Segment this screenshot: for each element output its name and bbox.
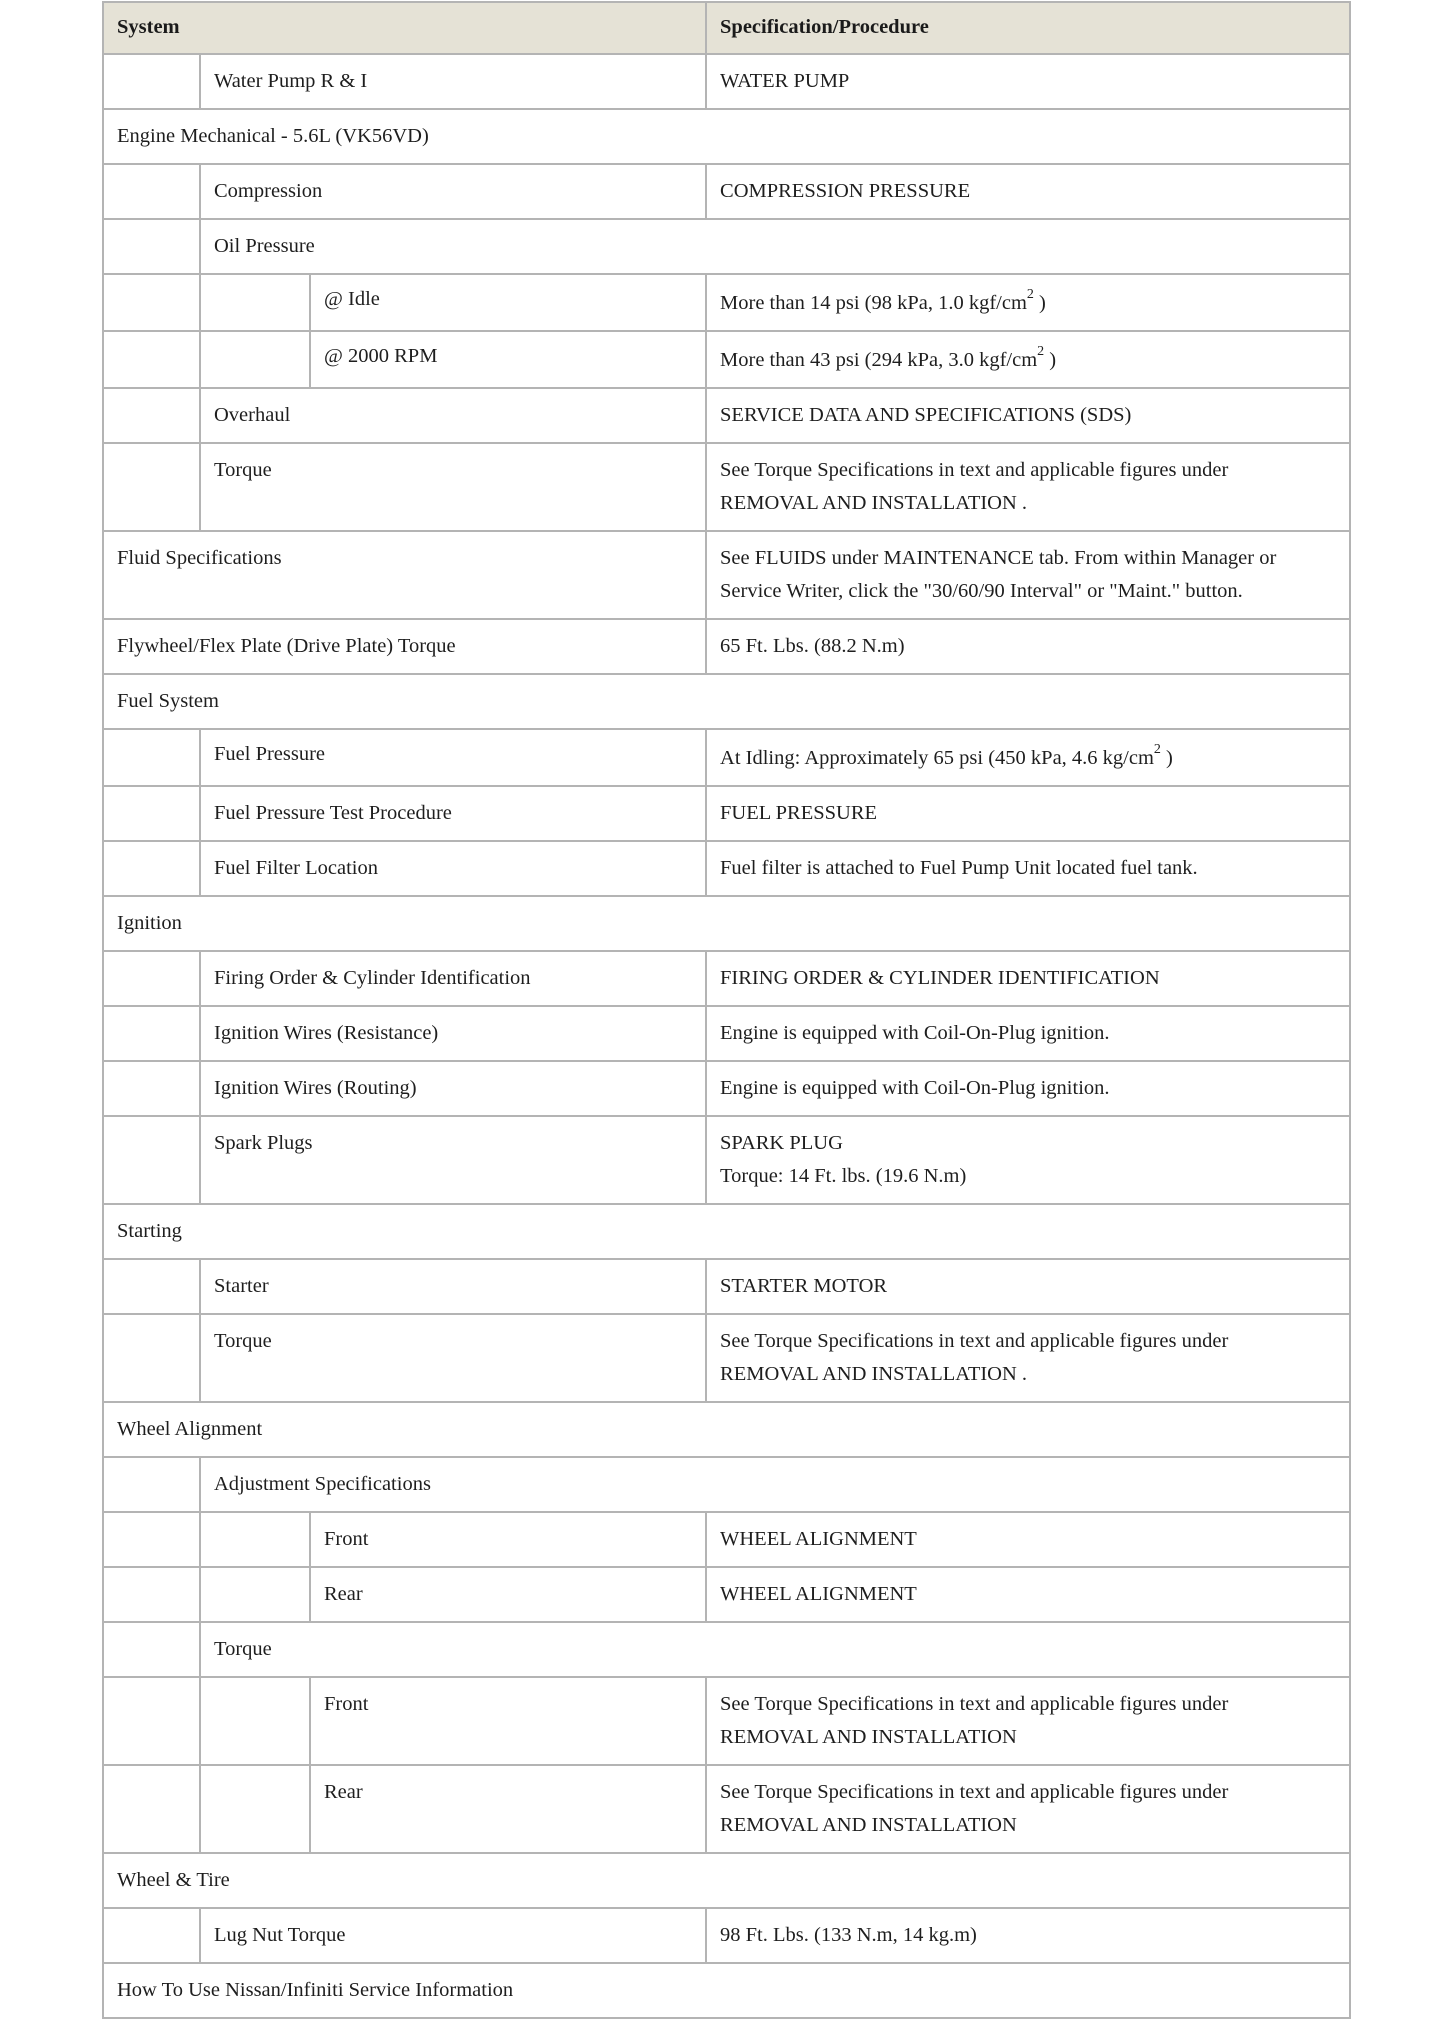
indent-cell <box>103 1314 200 1402</box>
row-value: WATER PUMP <box>706 54 1350 109</box>
indent-cell <box>103 164 200 219</box>
row-value: WHEEL ALIGNMENT <box>706 1512 1350 1567</box>
row-label: Fuel Filter Location <box>200 841 706 896</box>
indent-cell <box>103 951 200 1006</box>
table-row <box>103 443 1350 531</box>
indent-cell <box>103 841 200 896</box>
value-line: REMOVAL AND INSTALLATION . <box>720 1363 1028 1385</box>
row-value: WHEEL ALIGNMENT <box>706 1567 1350 1622</box>
row-value: FIRING ORDER & CYLINDER IDENTIFICATION <box>706 951 1350 1006</box>
row-label: Compression <box>200 164 706 219</box>
superscript: 2 <box>1153 742 1161 758</box>
indent-cell <box>103 1457 200 1512</box>
value-line: See Torque Specifications in text and applicable figures under <box>720 1781 1229 1803</box>
row-value <box>706 1677 1350 1765</box>
indent-cell <box>103 786 200 841</box>
section-row <box>103 1853 1350 1908</box>
row-value <box>706 729 1350 786</box>
row-label: Flywheel/Flex Plate (Drive Plate) Torque <box>103 619 706 674</box>
indent-cell <box>103 274 200 331</box>
table-row <box>103 1765 1350 1853</box>
header-system: System <box>103 2 706 54</box>
value-text: At Idling: Approximately 65 psi (450 kPa, 4.6 kg/cm <box>720 747 1154 769</box>
row-value: Fuel filter is attached to Fuel Pump Unit located fuel tank. <box>706 841 1350 896</box>
table-row <box>103 1512 1350 1567</box>
table-row <box>103 951 1350 1006</box>
row-label: Front <box>310 1512 706 1567</box>
row-label: @ Idle <box>310 274 706 331</box>
row-value <box>706 531 1350 619</box>
indent-cell <box>103 1259 200 1314</box>
row-label: Ignition Wires (Routing) <box>200 1061 706 1116</box>
superscript: 2 <box>1037 344 1045 360</box>
row-label: Starter <box>200 1259 706 1314</box>
row-label: Overhaul <box>200 388 706 443</box>
row-value: STARTER MOTOR <box>706 1259 1350 1314</box>
section-label: Starting <box>103 1204 1350 1259</box>
indent-cell <box>200 274 310 331</box>
row-label: Spark Plugs <box>200 1116 706 1204</box>
section-row <box>103 896 1350 951</box>
indent-cell <box>103 1622 200 1677</box>
row-label: Fuel Pressure Test Procedure <box>200 786 706 841</box>
value-line: Service Writer, click the "30/60/90 Interval" or "Maint." button. <box>720 580 1243 602</box>
subsection-label: Torque <box>200 1622 1350 1677</box>
row-label: Front <box>310 1677 706 1765</box>
table-row <box>103 1567 1350 1622</box>
section-label: Wheel Alignment <box>103 1402 1350 1457</box>
row-label: Water Pump R & I <box>200 54 706 109</box>
indent-cell <box>103 1677 200 1765</box>
value-line: Torque: 14 Ft. lbs. (19.6 N.m) <box>720 1165 967 1187</box>
value-close: ) <box>1033 292 1046 314</box>
row-label: @ 2000 RPM <box>310 331 706 388</box>
table-row <box>103 1006 1350 1061</box>
indent-cell <box>103 1908 200 1963</box>
row-value <box>706 331 1350 388</box>
value-line: REMOVAL AND INSTALLATION <box>720 1726 1017 1748</box>
row-label: Torque <box>200 1314 706 1402</box>
indent-cell <box>103 729 200 786</box>
table-row <box>103 388 1350 443</box>
value-text: More than 43 psi (294 kPa, 3.0 kgf/cm <box>720 349 1038 371</box>
indent-cell <box>103 54 200 109</box>
row-label: Torque <box>200 443 706 531</box>
subsection-row <box>103 219 1350 274</box>
section-row <box>103 1204 1350 1259</box>
section-row <box>103 1402 1350 1457</box>
row-label: Lug Nut Torque <box>200 1908 706 1963</box>
row-label: Rear <box>310 1567 706 1622</box>
value-text: More than 14 psi (98 kPa, 1.0 kgf/cm <box>720 292 1027 314</box>
value-line: See Torque Specifications in text and applicable figures under <box>720 1330 1229 1352</box>
table-header-row <box>103 2 1350 54</box>
table-row <box>103 54 1350 109</box>
value-close: ) <box>1044 349 1057 371</box>
section-label: How To Use Nissan/Infiniti Service Information <box>103 1963 1350 2018</box>
indent-cell <box>103 1512 200 1567</box>
row-label: Fuel Pressure <box>200 729 706 786</box>
section-row <box>103 1963 1350 2018</box>
row-value: SERVICE DATA AND SPECIFICATIONS (SDS) <box>706 388 1350 443</box>
value-line: REMOVAL AND INSTALLATION . <box>720 492 1028 514</box>
indent-cell <box>103 1116 200 1204</box>
subsection-label: Oil Pressure <box>200 219 1350 274</box>
subsection-label: Adjustment Specifications <box>200 1457 1350 1512</box>
row-label: Fluid Specifications <box>103 531 706 619</box>
indent-cell <box>103 331 200 388</box>
subsection-row <box>103 1457 1350 1512</box>
row-value: Engine is equipped with Coil-On-Plug ignition. <box>706 1061 1350 1116</box>
indent-cell <box>103 1061 200 1116</box>
row-value: 65 Ft. Lbs. (88.2 N.m) <box>706 619 1350 674</box>
indent-cell <box>200 1567 310 1622</box>
section-row <box>103 674 1350 729</box>
header-specification: Specification/Procedure <box>706 2 1350 54</box>
section-label: Ignition <box>103 896 1350 951</box>
indent-cell <box>103 219 200 274</box>
table-row <box>103 786 1350 841</box>
row-value <box>706 443 1350 531</box>
value-line: See Torque Specifications in text and applicable figures under <box>720 459 1229 481</box>
value-line: See Torque Specifications in text and applicable figures under <box>720 1693 1229 1715</box>
value-line: SPARK PLUG <box>720 1132 843 1154</box>
table-row <box>103 841 1350 896</box>
row-label: Firing Order & Cylinder Identification <box>200 951 706 1006</box>
section-label: Fuel System <box>103 674 1350 729</box>
row-value: 98 Ft. Lbs. (133 N.m, 14 kg.m) <box>706 1908 1350 1963</box>
row-value <box>706 274 1350 331</box>
section-label: Engine Mechanical - 5.6L (VK56VD) <box>103 109 1350 164</box>
table-row <box>103 1061 1350 1116</box>
row-value: Engine is equipped with Coil-On-Plug ignition. <box>706 1006 1350 1061</box>
section-label: Wheel & Tire <box>103 1853 1350 1908</box>
value-close: ) <box>1160 747 1173 769</box>
indent-cell <box>200 1677 310 1765</box>
table-row <box>103 331 1350 388</box>
specification-table <box>102 1 1351 2019</box>
table-row <box>103 1116 1350 1204</box>
indent-cell <box>103 1006 200 1061</box>
table-row <box>103 274 1350 331</box>
table-row <box>103 531 1350 619</box>
table-row <box>103 1259 1350 1314</box>
table-row <box>103 729 1350 786</box>
row-value: COMPRESSION PRESSURE <box>706 164 1350 219</box>
section-row <box>103 109 1350 164</box>
superscript: 2 <box>1026 287 1034 303</box>
table-row <box>103 619 1350 674</box>
indent-cell <box>103 1765 200 1853</box>
indent-cell <box>103 1567 200 1622</box>
row-value: FUEL PRESSURE <box>706 786 1350 841</box>
row-value <box>706 1314 1350 1402</box>
indent-cell <box>103 443 200 531</box>
table-row <box>103 1677 1350 1765</box>
row-label: Ignition Wires (Resistance) <box>200 1006 706 1061</box>
indent-cell <box>103 388 200 443</box>
table-row <box>103 1908 1350 1963</box>
row-value <box>706 1765 1350 1853</box>
table-row <box>103 1314 1350 1402</box>
indent-cell <box>200 1512 310 1567</box>
indent-cell <box>200 1765 310 1853</box>
subsection-row <box>103 1622 1350 1677</box>
value-line: See FLUIDS under MAINTENANCE tab. From within Manager or <box>720 547 1277 569</box>
row-label: Rear <box>310 1765 706 1853</box>
row-value <box>706 1116 1350 1204</box>
table-row <box>103 164 1350 219</box>
indent-cell <box>200 331 310 388</box>
value-line: REMOVAL AND INSTALLATION <box>720 1814 1017 1836</box>
